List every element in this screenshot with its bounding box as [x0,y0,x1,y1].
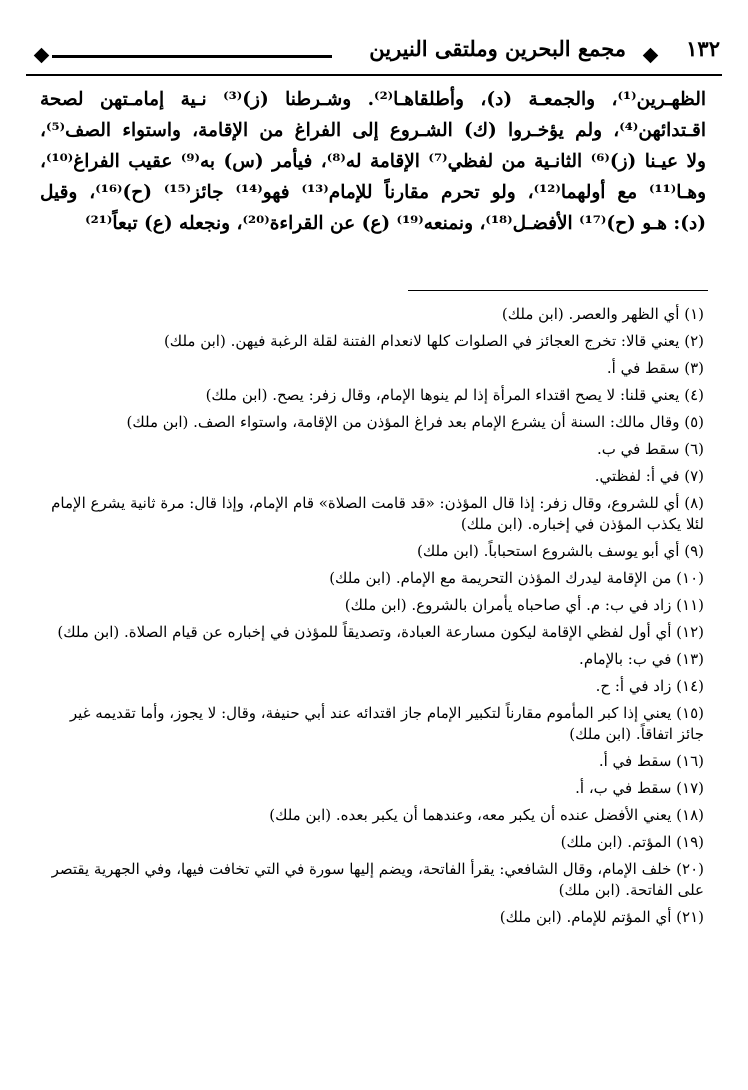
footnotes [46,304,704,934]
header-decorative-line [52,55,332,58]
main-text-line: اقـتدائهن⁽⁴⁾، ولم يؤخـروا (ك) الشـروع إلى الفراغ من الإقامة، واستواء الصف⁽⁵⁾، [40,120,706,141]
main-text-line: الظهـرين⁽¹⁾، والجمعـة (د)، وأطلقاهـا⁽²⁾. وشـرطنا (ز)⁽³⁾ نـية إمامـتهن لصحة [40,89,707,110]
footnote: (٥) وقال مالك: السنة أن يشرع الإمام بعد فراغ المؤذن من الإقامة، واستواء الصف. (ابن ملك) [126,413,704,431]
footnote: (١٩) المؤتم. (ابن ملك) [560,833,704,851]
diamond-ornament-icon [643,48,659,64]
footnote: (١٥) يعني إذا كبر المأموم مقارناً لتكبير الإمام جاز اقتدائه عند أبي حنيفة، وقال: لا يجوز، وأما تقديمه غير جائز اتفاقاً. (ابن ملك) [69,704,704,743]
footnote: (١٦) سقط في أ. [598,752,704,770]
footnote: (١٢) أي أول لفظي الإقامة ليكون مسارعة العبادة، وتصديقاً للمؤذن في إخباره عن قيام الصلاة. (ابن ملك) [57,623,704,641]
footnote: (١) أي الظهر والعصر. (ابن ملك) [501,305,704,323]
main-text-line: وهـا⁽¹¹⁾ مع أولهما⁽¹²⁾، ولو تحرم مقارناً للإمام⁽¹³⁾ فهو⁽¹⁴⁾ جائز⁽¹⁵⁾ (ح)⁽¹⁶⁾، وقيل [40,182,707,203]
footnote: (٨) أي للشروع، وقال زفر: إذا قال المؤذن: «قد قامت الصلاة» قام الإمام، وإذا قال: مرة ثانية يشرع الإمام لئلا يكذب المؤذن في إخباره. (ابن ملك) [51,494,704,533]
footnote: (٦) سقط في ب. [596,440,704,458]
footnote: (١٣) في ب: بالإمام. [579,650,704,668]
main-text [40,84,706,239]
footnote: (١١) زاد في ب: م. أي صاحباه يأمران بالشروع. (ابن ملك) [344,596,704,614]
main-text-line: (د): هـو (ح)⁽¹⁷⁾ الأفضـل⁽¹⁸⁾، ونمنعه⁽¹⁹⁾ (ع) عن القراءة⁽²⁰⁾، ونجعله (ع) تبعاً⁽²¹⁾ [85,213,706,234]
main-text-line: ولا عيـنا (ز)⁽⁶⁾ الثانـية من لفظي⁽⁷⁾ الإقامة له⁽⁸⁾، فيأمر (س) به⁽⁹⁾ عقيب الفراغ⁽¹⁰⁾، [40,151,706,172]
footnote: (٢) يعني قالا: تخرج العجائز في الصلوات كلها لانعدام الفتنة لقلة الرغبة فيهن. (ابن ملك) [163,332,704,350]
footnote: (٧) في أ: لفظتي. [594,467,704,485]
footnote: (١٨) يعني الأفضل عنده أن يكبر معه، وعندهما أن يكبر بعده. (ابن ملك) [269,806,704,824]
footnote-separator [408,290,708,291]
footnote: (٣) سقط في أ. [606,359,704,377]
running-title: مجمع البحرين وملتقى النيرين [369,36,626,61]
footnote: (٤) يعني قلنا: لا يصح اقتداء المرأة إذا لم ينوها الإمام، وقال زفر: يصح. (ابن ملك) [205,386,704,404]
footnote: (١٧) سقط في ب، أ. [575,779,704,797]
page-header [26,34,722,76]
footnote: (٩) أي أبو يوسف بالشروع استحباباً. (ابن ملك) [417,542,704,560]
diamond-ornament-icon [34,48,50,64]
footnote: (٢١) أي المؤتم للإمام. (ابن ملك) [499,908,704,926]
footnote: (٢٠) خلف الإمام، وقال الشافعي: يقرأ الفاتحة، ويضم إليها سورة في التي تخافت فيها، وفي الجهرية يقتصر على الفاتحة. (ابن ملك) [51,860,704,899]
page-number: ١٣٢ [686,36,720,61]
footnote: (١٤) زاد في أ: ح. [595,677,704,695]
footnote: (١٠) من الإقامة ليدرك المؤذن التحريمة مع الإمام. (ابن ملك) [329,569,704,587]
